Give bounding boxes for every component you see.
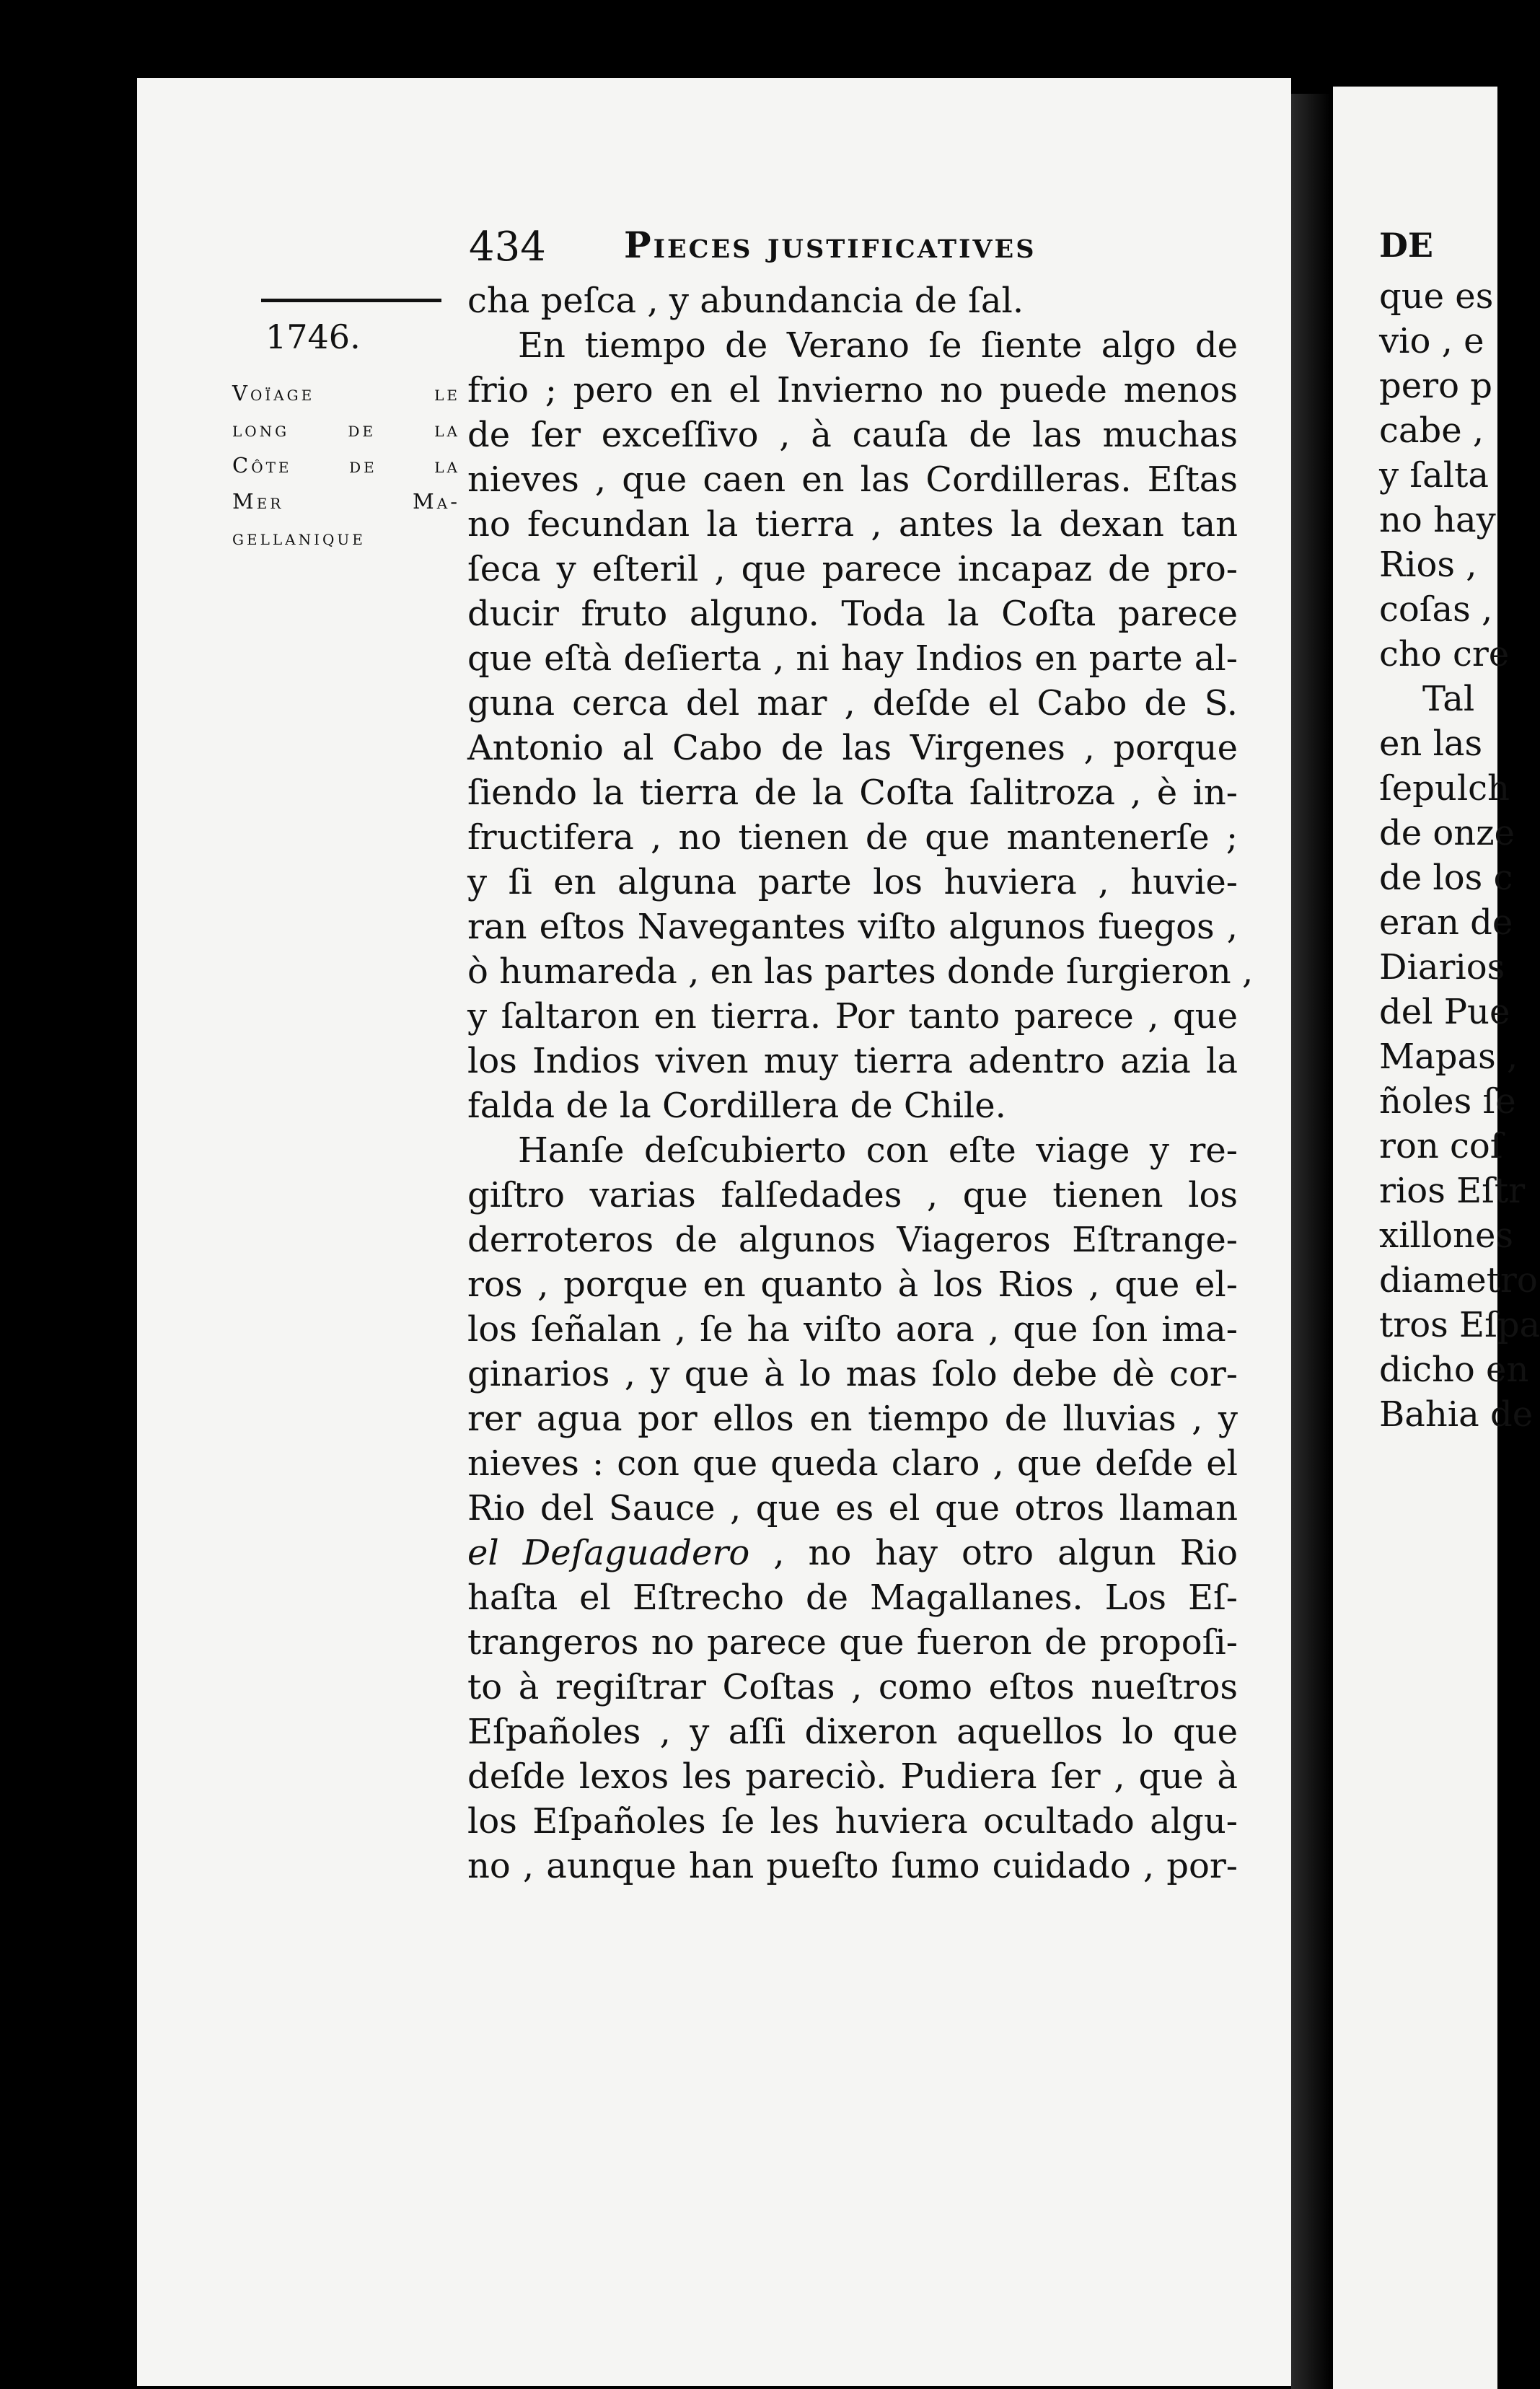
text-line: ducir fruto alguno. Toda la Coſta parece [467, 594, 1238, 634]
text-line: giſtro varias falſedades , que tienen los [467, 1175, 1238, 1215]
text-line: frio ; pero en el Invierno no puede menos [467, 370, 1238, 410]
right-text-line: cabe , [1379, 410, 1484, 451]
text-line: cha peſca , y abundancia de ſal. [467, 281, 1024, 321]
text-line: y ſaltaron en tierra. Por tanto parece , que [467, 996, 1238, 1037]
right-text-line: dicho en [1379, 1350, 1529, 1390]
text-line: ſiendo la tierra de la Coſta ſalitroza , è in- [467, 773, 1238, 813]
text-line: ſeca y eſteril , que parece incapaz de pro- [467, 549, 1238, 589]
text-line: que eſtà deſierta , ni hay Indios en parte al- [467, 638, 1238, 679]
right-text-line: en las [1379, 723, 1483, 764]
page-number: 434 [469, 224, 546, 270]
text-line: haſta el Eſtrecho de Magallanes. Los Eſ- [467, 1578, 1238, 1618]
text-line: derroteros de algunos Viageros Eſtrange- [467, 1220, 1238, 1260]
right-text-line: ron coſ [1379, 1126, 1503, 1166]
running-head: Pieces justificatives [624, 224, 1037, 266]
margin-note-line: Côte de la [232, 453, 460, 478]
text-line: rer agua por ellos en tiempo de lluvias , y [467, 1399, 1238, 1439]
text-line: falda de la Cordillera de Chile. [467, 1086, 1006, 1126]
margin-note-line: Mer Ma- [232, 489, 460, 514]
book-gutter [1291, 94, 1331, 2389]
margin-note-line: gellanique [232, 525, 366, 550]
margin-rule [261, 299, 441, 302]
right-text-line: vio , e [1379, 321, 1484, 361]
right-text-line: ſepulch [1379, 768, 1510, 809]
right-text-line: Bahia de [1379, 1394, 1534, 1435]
text-line: ò humareda , en las partes donde ſurgieron , [467, 951, 1254, 992]
right-text-line: de onze [1379, 813, 1515, 853]
right-page-text [1379, 216, 1540, 1437]
text-line: Rio del Sauce , que es el que otros llaman [467, 1488, 1238, 1528]
text-line: no , aunque han pueſto ſumo cuidado , por- [467, 1846, 1238, 1886]
text-line: Hanſe deſcubierto con eſte viage y re- [518, 1130, 1238, 1171]
text-line: nieves : con que queda claro , que deſde el [467, 1443, 1238, 1484]
text-line: ros , porque en quanto à los Rios , que el- [467, 1264, 1238, 1305]
text-line: nieves , que caen en las Cordilleras. Eſtas [467, 459, 1238, 500]
right-running-head: DE [1379, 226, 1433, 265]
margin-note [232, 375, 460, 555]
right-text-line: Tal [1422, 679, 1475, 719]
right-text-line: tros Eſpa [1379, 1305, 1540, 1345]
right-text-line: Mapas , [1379, 1037, 1518, 1077]
text-line: fructifera , no tienen de que mantenerſe ; [467, 817, 1238, 858]
right-text-line: no hay [1379, 500, 1496, 540]
text-line: ran eſtos Navegantes viſto algunos fuegos , [467, 907, 1238, 947]
right-text-line: de los c [1379, 858, 1513, 898]
margin-note-line: Voïage le [232, 381, 460, 405]
body-text [467, 278, 1254, 1888]
text-line: deſde lexos les pareciò. Pudiera ſer , que à [467, 1756, 1238, 1797]
right-text-line: coſas , [1379, 589, 1493, 630]
right-text-line: rios Eſtr [1379, 1171, 1526, 1211]
text-line: Antonio al Cabo de las Virgenes , porque [467, 728, 1238, 768]
right-text-line: Diarios [1379, 947, 1505, 987]
text-line: to à regiſtrar Coſtas , como eſtos nueſtros [467, 1667, 1238, 1707]
right-text-line: diametro [1379, 1260, 1538, 1301]
text-line: En tiempo de Verano ſe ſiente algo de [518, 325, 1238, 366]
page-header [469, 216, 1298, 281]
text-line: guna cerca del mar , deſde el Cabo de S. [467, 683, 1238, 723]
right-text-line: que es [1379, 276, 1494, 317]
margin-date: 1746. [265, 317, 361, 356]
right-text-line: ñoles ſe [1379, 1081, 1516, 1122]
text-line: Eſpañoles , y aſſi dixeron aquellos lo que [467, 1712, 1238, 1752]
right-text-line: eran de [1379, 902, 1513, 943]
text-line-italic: el Deſaguadero , no hay otro algun Rio [467, 1533, 1238, 1573]
text-line: los Indios viven muy tierra adentro azia la [467, 1041, 1238, 1081]
right-text-line: Rios , [1379, 545, 1477, 585]
right-text-line: xillones [1379, 1215, 1513, 1256]
right-text-line: pero p [1379, 366, 1492, 406]
text-line: los Eſpañoles ſe les huviera ocultado algu- [467, 1801, 1238, 1842]
text-line: trangeros no parece que fueron de propoſi- [467, 1622, 1238, 1663]
text-line: y ſi en alguna parte los huviera , huvie- [467, 862, 1238, 902]
text-line: ginarios , y que à lo mas ſolo debe dè cor- [467, 1354, 1238, 1394]
right-text-line: del Pue [1379, 992, 1510, 1032]
text-line: los ſeñalan , ſe ha viſto aora , que ſon ima- [467, 1309, 1238, 1350]
right-text-line: cho cre [1379, 634, 1510, 674]
text-line: no fecundan la tierra , antes la dexan tan [467, 504, 1238, 545]
text-line: de ſer exceſſivo , à cauſa de las muchas [467, 415, 1238, 455]
right-text-line: y ſalta [1379, 455, 1490, 496]
margin-note-line: long de la [232, 417, 460, 441]
